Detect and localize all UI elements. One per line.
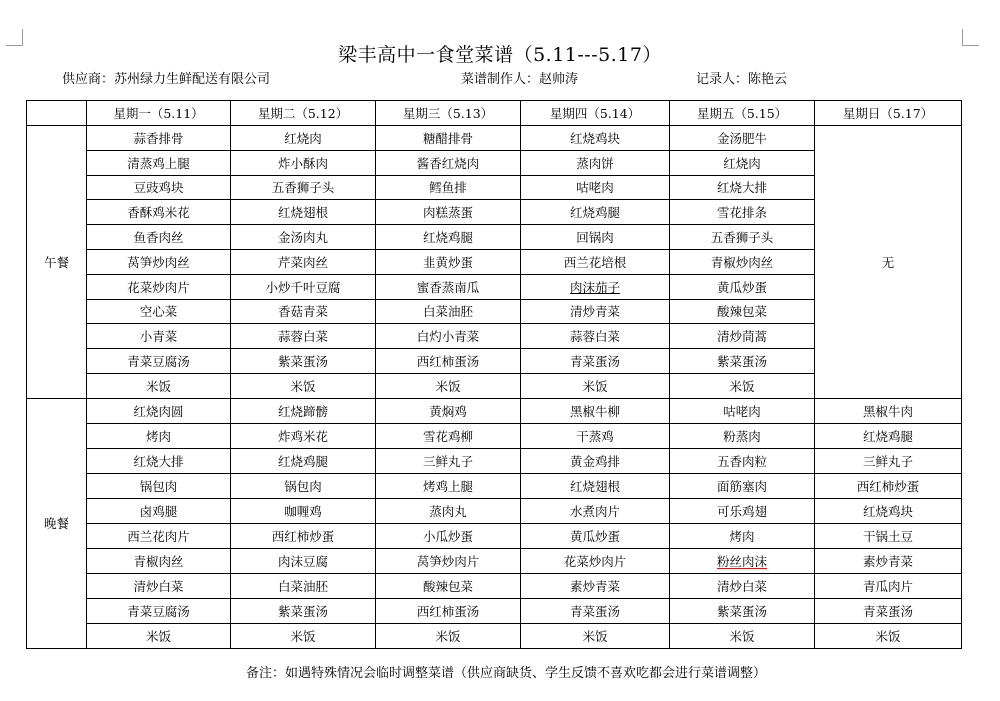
dish-cell: 五香肉粒: [670, 448, 815, 473]
dish-cell: 青瓜肉片: [815, 573, 962, 598]
dish-cell: 红烧肉圆: [87, 398, 231, 423]
dish-cell: 米饭: [376, 373, 521, 398]
dish-cell: 红烧大排: [87, 448, 231, 473]
dish-cell: 米饭: [231, 623, 376, 648]
footer-note: 备注：如遇特殊情况会临时调整菜谱（供应商缺货、学生反馈不喜欢吃都会进行菜谱调整）: [246, 666, 767, 681]
dish-cell: 黑椒牛柳: [521, 398, 670, 423]
supplier-text: 供应商：苏州绿力生鲜配送有限公司: [62, 72, 271, 87]
dinner-row: [27, 548, 962, 573]
dish-cell: 烤肉: [87, 423, 231, 448]
menu-maker-text: 菜谱制作人：赵帅涛: [461, 72, 579, 87]
dish-cell: 鱼香肉丝: [87, 225, 231, 250]
dinner-row: [27, 623, 962, 648]
dish-cell: 花菜炒肉片: [521, 548, 670, 573]
dish-cell: 黄金鸡排: [521, 448, 670, 473]
dish-cell: 米饭: [521, 373, 670, 398]
dish-cell: 炸小酥肉: [231, 150, 376, 175]
dish-cell: 干蒸鸡: [521, 423, 670, 448]
dish-cell: 米饭: [670, 623, 815, 648]
dinner-row: [27, 598, 962, 623]
dish-cell: 红烧肉: [670, 150, 815, 175]
dish-cell: 烤肉: [670, 523, 815, 548]
dish-cell: 糖醋排骨: [376, 126, 521, 151]
dish-cell: 紫菜蛋汤: [231, 349, 376, 374]
meal-label-lunch: 午餐: [27, 126, 87, 399]
recorder-text: 记录人：陈艳云: [696, 72, 788, 87]
dish-cell: 蒜香排骨: [87, 126, 231, 151]
dish-cell: 清炒白菜: [87, 573, 231, 598]
dish-cell: 鳕鱼排: [376, 175, 521, 200]
dish-cell: 花菜炒肉片: [87, 274, 231, 299]
dinner-row: [27, 573, 962, 598]
day-header-wed: 星期三（5.13）: [376, 101, 521, 126]
dish-cell: 清炒青菜: [521, 299, 670, 324]
dish-cell: 青菜蛋汤: [815, 598, 962, 623]
dinner-row: [27, 448, 962, 473]
dish-cell: 青菜蛋汤: [521, 598, 670, 623]
dish-cell: 青菜豆腐汤: [87, 598, 231, 623]
dish-cell: 红烧翅根: [231, 200, 376, 225]
dish-cell: 回锅肉: [521, 225, 670, 250]
dish-cell: 芹菜肉丝: [231, 249, 376, 274]
dish-cell: 青菜豆腐汤: [87, 349, 231, 374]
dish-cell: 白菜油胚: [231, 573, 376, 598]
dish-cell: 红烧鸡腿: [376, 225, 521, 250]
dish-cell: 红烧翅根: [521, 473, 670, 498]
dinner-row: [27, 498, 962, 523]
dish-cell: 肉沫豆腐: [231, 548, 376, 573]
dish-cell: 红烧鸡腿: [815, 423, 962, 448]
dish-cell: 白菜油胚: [376, 299, 521, 324]
dish-cell: 米饭: [815, 623, 962, 648]
meal-label-dinner: 晚餐: [27, 398, 87, 648]
dish-cell: 西红柿炒蛋: [815, 473, 962, 498]
dish-cell: 肉糕蒸蛋: [376, 200, 521, 225]
dish-cell: 粉丝肉沫: [670, 548, 815, 573]
dish-cell: 紫菜蛋汤: [231, 598, 376, 623]
dish-cell: 西兰花培根: [521, 249, 670, 274]
dish-cell: 米饭: [670, 373, 815, 398]
dish-cell: 西兰花肉片: [87, 523, 231, 548]
menu-table-body: [27, 101, 962, 649]
day-header-sun: 星期日（5.17）: [815, 101, 962, 126]
dish-cell: 雪花鸡柳: [376, 423, 521, 448]
dish-cell: 面筋塞肉: [670, 473, 815, 498]
dish-cell: 西红柿蛋汤: [376, 349, 521, 374]
dish-cell: 酸辣包菜: [376, 573, 521, 598]
dinner-row: [27, 473, 962, 498]
dish-cell: 烤鸡上腿: [376, 473, 521, 498]
dish-cell: 清蒸鸡上腿: [87, 150, 231, 175]
dish-cell: 西红柿蛋汤: [376, 598, 521, 623]
dish-cell: 青椒肉丝: [87, 548, 231, 573]
dish-cell: 蒜蓉白菜: [231, 324, 376, 349]
dish-cell: 豆豉鸡块: [87, 175, 231, 200]
dinner-row: [27, 523, 962, 548]
dish-cell: 锅包肉: [87, 473, 231, 498]
dish-cell: 莴笋炒肉片: [376, 548, 521, 573]
dish-cell: 五香狮子头: [231, 175, 376, 200]
dish-cell: 小瓜炒蛋: [376, 523, 521, 548]
day-header-mon: 星期一（5.11）: [87, 101, 231, 126]
dish-cell: 莴笋炒肉丝: [87, 249, 231, 274]
menu-table: [26, 100, 962, 649]
dish-cell: 紫菜蛋汤: [670, 349, 815, 374]
dish-cell: 咖喱鸡: [231, 498, 376, 523]
sunday-lunch-none: 无: [815, 126, 962, 399]
dish-cell: 金汤肉丸: [231, 225, 376, 250]
dish-cell: 蜜香蒸南瓜: [376, 274, 521, 299]
dish-cell: 酸辣包菜: [670, 299, 815, 324]
dish-cell: 干锅土豆: [815, 523, 962, 548]
dish-cell: 清炒白菜: [670, 573, 815, 598]
dish-cell: 粉蒸肉: [670, 423, 815, 448]
dish-cell: 蒸肉饼: [521, 150, 670, 175]
dish-cell: 米饭: [87, 373, 231, 398]
dish-cell: 金汤肥牛: [670, 126, 815, 151]
dish-cell: 素炒青菜: [815, 548, 962, 573]
dish-cell: 黑椒牛肉: [815, 398, 962, 423]
dish-cell: 香酥鸡米花: [87, 200, 231, 225]
dish-cell: 五香狮子头: [670, 225, 815, 250]
dish-cell: 小炒千叶豆腐: [231, 274, 376, 299]
dish-cell: 素炒青菜: [521, 573, 670, 598]
dish-cell: 黄瓜炒蛋: [670, 274, 815, 299]
day-header-fri: 星期五（5.15）: [670, 101, 815, 126]
dish-cell: 红烧蹄髈: [231, 398, 376, 423]
dish-cell: 白灼小青菜: [376, 324, 521, 349]
dish-cell: 青椒炒肉丝: [670, 249, 815, 274]
page-title: 梁丰高中一食堂菜谱（5.11---5.17）: [338, 44, 662, 66]
dish-cell: 韭黄炒蛋: [376, 249, 521, 274]
header-row: [27, 101, 962, 126]
dish-cell: 小青菜: [87, 324, 231, 349]
dish-cell: 紫菜蛋汤: [670, 598, 815, 623]
dish-cell: 卤鸡腿: [87, 498, 231, 523]
dish-cell: 黄瓜炒蛋: [521, 523, 670, 548]
dish-cell: 肉沫茄子: [521, 274, 670, 299]
dish-cell: 三鲜丸子: [376, 448, 521, 473]
dish-cell: 黄焖鸡: [376, 398, 521, 423]
dish-cell: 雪花排条: [670, 200, 815, 225]
day-header-thu: 星期四（5.14）: [521, 101, 670, 126]
dish-cell: 咕咾肉: [670, 398, 815, 423]
dinner-row: [27, 398, 962, 423]
dinner-row: [27, 423, 962, 448]
dish-cell: 香菇青菜: [231, 299, 376, 324]
dish-cell: 水煮肉片: [521, 498, 670, 523]
dish-cell: 红烧肉: [231, 126, 376, 151]
dish-cell: 酱香红烧肉: [376, 150, 521, 175]
dish-cell: 咕咾肉: [521, 175, 670, 200]
dish-cell: 米饭: [376, 623, 521, 648]
corner-cell: [27, 101, 87, 126]
dish-cell: 青菜蛋汤: [521, 349, 670, 374]
dish-cell: 蒜蓉白菜: [521, 324, 670, 349]
dish-cell: 红烧鸡块: [815, 498, 962, 523]
dish-cell: 可乐鸡翅: [670, 498, 815, 523]
dish-cell: 红烧鸡腿: [231, 448, 376, 473]
dish-cell: 米饭: [231, 373, 376, 398]
dish-cell: 炸鸡米花: [231, 423, 376, 448]
dish-cell: 锅包肉: [231, 473, 376, 498]
lunch-row: [27, 126, 962, 151]
dish-cell: 清炒茼蒿: [670, 324, 815, 349]
dish-cell: 红烧鸡块: [521, 126, 670, 151]
dish-cell: 蒸肉丸: [376, 498, 521, 523]
dish-cell: 西红柿炒蛋: [231, 523, 376, 548]
dish-cell: 空心菜: [87, 299, 231, 324]
dish-cell: 红烧鸡腿: [521, 200, 670, 225]
dish-cell: 米饭: [521, 623, 670, 648]
dish-cell: 三鲜丸子: [815, 448, 962, 473]
dish-cell: 红烧大排: [670, 175, 815, 200]
dish-cell: 米饭: [87, 623, 231, 648]
day-header-tue: 星期二（5.12）: [231, 101, 376, 126]
